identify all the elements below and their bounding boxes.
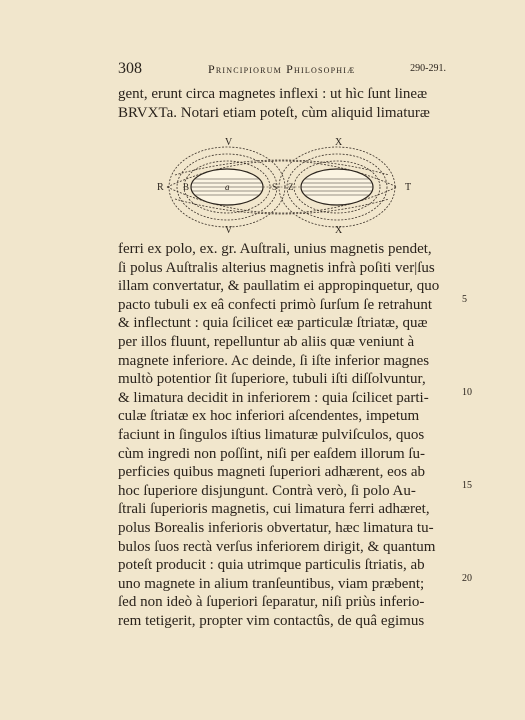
text-line: faciunt in ſingulos iſtius limaturæ pulviſculos, quos [118, 426, 425, 443]
text-line: rem tetigerit, propter vim contactûs, de quâ egimus [118, 612, 425, 629]
text-line: perficies quibus magneti ſuperiori adhærent, eos ab [118, 464, 425, 481]
body-paragraph [118, 240, 454, 630]
page-range: 290-291. [410, 63, 446, 74]
text-line: poteſt producit : quia utrimque particulis ſtriatis, ab [118, 557, 425, 574]
text-line: cùm ingredi non poſſint, niſi per eaſdem illorum ſu- [118, 445, 426, 462]
text-line: pacto tubuli ex eâ confecti primò ſurſum ſe retrahunt [118, 296, 433, 313]
page-header [118, 60, 446, 80]
text-line: polus Borealis inferioris obvertatur, hæc limatura tu- [118, 519, 434, 536]
margin-line-number: 10 [462, 387, 472, 398]
label-v-top: V [225, 137, 233, 148]
label-a: a [225, 182, 230, 192]
label-b: B [183, 182, 190, 192]
text-line: uno magnete in alium tranſeuntibus, viam præbent; [118, 575, 425, 592]
text-line: gent, erunt circa magnetes inflexi : ut hìc ſunt lineæ [118, 86, 428, 102]
label-x-top: X [335, 137, 343, 148]
text-line: BRVXTa. Notari etiam poteſt, cùm aliquid limaturæ [118, 104, 430, 121]
label-v-bottom: V [225, 225, 233, 235]
label-r: R [157, 182, 164, 193]
text-line: illam convertatur, & paullatim ei appropinquetur, quo [118, 278, 440, 295]
text-line: ferri ex polo, ex. gr. Auſtrali, unius magnetis pendet, [118, 241, 432, 257]
running-title: Principiorum Philosophiæ [208, 62, 356, 76]
label-t: T [405, 182, 412, 193]
text-line: hoc ſuperiore disjungunt. Contrà verò, ſi polo Au- [118, 482, 416, 499]
margin-line-number: 5 [462, 294, 467, 305]
text-line: multò potentior ſit ſuperiore, tubuli iſti diſſolvuntur, [118, 371, 426, 388]
text-line: per illos fluunt, repelluntur ab aliis quæ veniunt à [118, 333, 415, 350]
text-line: magnete inferiore. Ac deinde, ſi iſte inferior magnes [118, 352, 430, 369]
text-line: & inflectunt : quia ſcilicet eæ particulæ ſtriatæ, quæ [118, 315, 428, 332]
margin-line-number: 15 [462, 480, 472, 491]
text-line: bulos ſuos rectà verſus inferiorem dirigit, & quantum [118, 538, 436, 555]
intro-paragraph [118, 85, 454, 122]
text-line: ſi polus Auſtralis alterius magnetis infrà poſiti ver|ſus [118, 259, 435, 276]
margin-line-number: 20 [462, 573, 472, 584]
text-line: culæ ſtriatæ ex hoc inferiori aſcendentes, impetum [118, 408, 420, 425]
label-x-bottom: X [335, 225, 343, 235]
text-line: ſtrali ſuperioris magnetis, cui limatura ferri adhæret, [118, 501, 430, 518]
text-line: & limatura decidit in inferiorem : quia ſcilicet parti- [118, 389, 429, 406]
page-number: 308 [118, 60, 142, 77]
label-s: S [272, 182, 278, 192]
magnet-field-diagram [155, 135, 415, 235]
label-z: Z [288, 182, 294, 192]
text-line: ſed non ideò à ſuperiori ſeparatur, niſi priùs inferio- [118, 594, 425, 611]
